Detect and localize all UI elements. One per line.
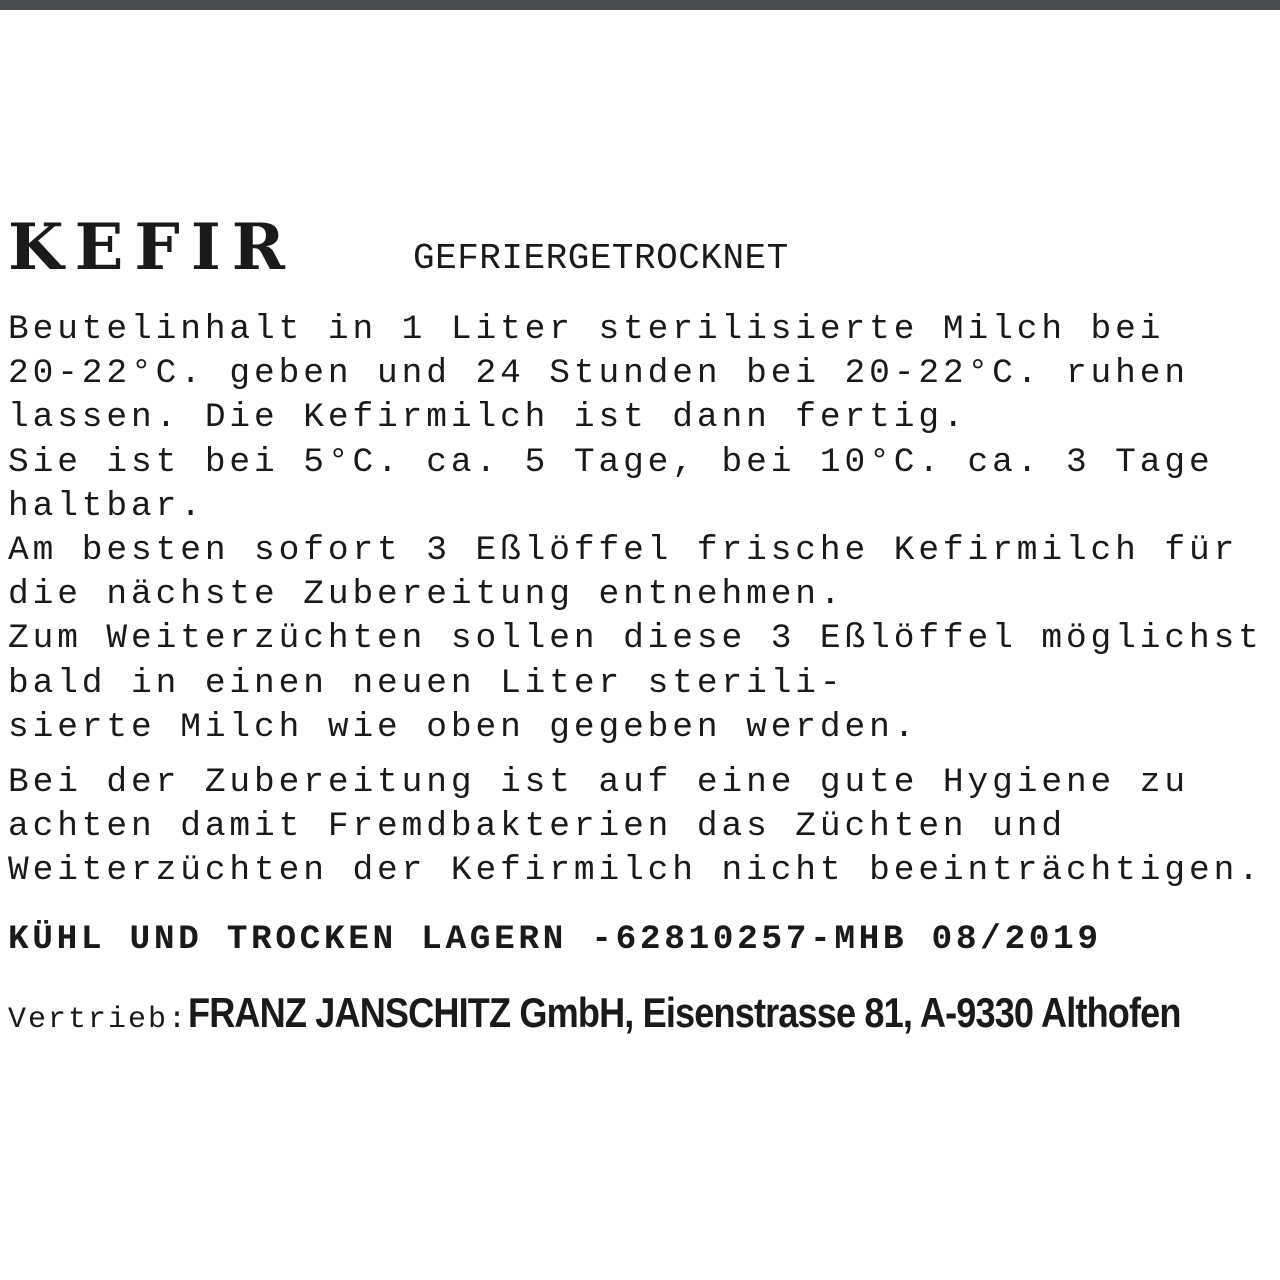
- product-label: [8, 208, 1276, 1050]
- instructions-line: bald in einen neuen Liter sterili-: [8, 663, 845, 703]
- instructions-line: lassen. Die Kefirmilch ist dann fertig.: [8, 398, 968, 438]
- instructions-text: [8, 308, 1276, 750]
- product-title: KEFIR: [8, 210, 296, 285]
- hygiene-line: achten damit Fremdbakterien das Züchten und: [8, 807, 1066, 847]
- instructions-line: die nächste Zubereitung entnehmen.: [8, 575, 845, 615]
- vertrieb-label: Vertrieb:: [8, 1002, 189, 1037]
- title-row: [8, 208, 1276, 290]
- hygiene-line: Weiterzüchten der Kefirmilch nicht beeinträchtigen.: [8, 851, 1263, 891]
- instructions-line: Sie ist bei 5°C. ca. 5 Tage, bei 10°C. ca. 3 Tage: [8, 442, 1214, 482]
- distributor-address: FRANZ JANSCHITZ GmbH, Eisenstrasse 81, A-9330 Althofen: [188, 988, 1181, 1036]
- product-subtitle: GEFRIERGETROCKNET: [413, 238, 789, 279]
- instructions-line: Zum Weiterzüchten sollen diese 3 Eßlöffel möglichst: [8, 619, 1263, 659]
- distributor-row: [8, 986, 1276, 1050]
- instructions-line: sierte Milch wie oben gegeben werden.: [8, 707, 919, 747]
- instructions-line: 20-22°C. geben und 24 Stunden bei 20-22°C. ruhen: [8, 354, 1189, 394]
- top-border: [0, 0, 1280, 10]
- storage-notice: KÜHL UND TROCKEN LAGERN -62810257-MHB 08/2019: [8, 919, 1102, 959]
- instructions-line: haltbar.: [8, 486, 205, 526]
- hygiene-text: [8, 761, 1276, 894]
- instructions-line: Beutelinhalt in 1 Liter sterilisierte Milch bei: [8, 310, 1165, 349]
- instructions-line: Am besten sofort 3 Eßlöffel frische Kefirmilch für: [8, 531, 1239, 571]
- hygiene-line: Bei der Zubereitung ist auf eine gute Hygiene zu: [8, 763, 1189, 803]
